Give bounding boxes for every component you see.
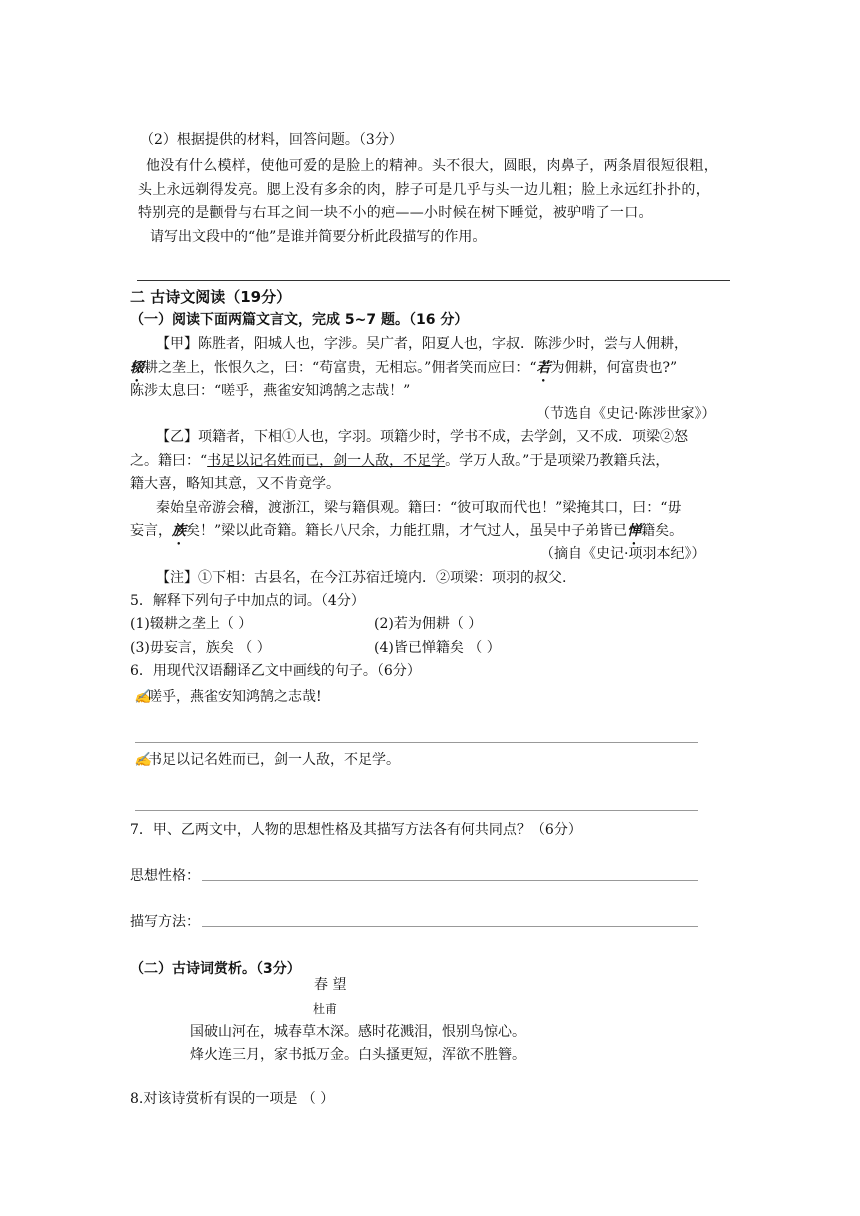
q6-answer-line-2[interactable]: [135, 810, 698, 811]
q6-sentence-2-text: 书足以记名姓而已，剑一人敌，不足学。: [148, 752, 400, 768]
section2-sub1: （一）阅读下面两篇文言文，完成 5~7 题。（16 分）: [130, 312, 469, 328]
q8-heading: 8.对该诗赏析有误的一项是 （ ）: [130, 1091, 335, 1107]
q7-label-method: 描写方法：: [130, 914, 200, 930]
q5-item-4: (4)皆已惮籍矣 （ ）: [374, 640, 501, 656]
q6-sentence-1: [134, 688, 322, 706]
q7-answer-line-method[interactable]: [202, 926, 698, 927]
poem-title: 春 望: [314, 977, 347, 993]
poem-section-heading: （二）古诗词赏析。（3分）: [130, 961, 301, 977]
q7-answer-line-character[interactable]: [202, 880, 698, 881]
yi-line-2-tail: 。学万人敌。”于是项梁乃教籍兵法，: [445, 453, 670, 469]
yi-underlined-sentence: 书足以记名姓而已，剑一人敌，不足学: [207, 453, 446, 469]
q5-heading: 5．解释下列句子中加点的词。（4分）: [130, 593, 365, 609]
q6-sentence-2: [134, 751, 400, 769]
q7-heading: 7．甲、乙两文中，人物的思想性格及其描写方法各有何共同点？（6分）: [130, 822, 582, 838]
q2-passage-line-1: 他没有什么模样，使他可爱的是脸上的精神。头不很大，圆眼，肉鼻子，两条眉很短很粗，: [146, 158, 718, 174]
q2-passage-line-2: 头上永远剃得发亮。腮上没有多余的肉，脖子可是几乎与头一边儿粗；脸上永远红扑扑的，: [138, 182, 710, 198]
yi-line-5-mid: 矣！”梁以此奇籍。籍长八尺余，力能扛鼎，才气过人，虽吴中子弟皆已: [186, 523, 628, 539]
yi-line-3: 籍大喜，略知其意，又不肯竟学。: [130, 476, 340, 492]
section-divider: [137, 280, 730, 281]
jia-line-1: 【甲】陈胜者，阳城人也，字涉。吴广者，阳夏人也，字叔．陈涉少时，尝与人佣耕，: [156, 336, 688, 352]
yi-note: 【注】①下相：古县名，在今江苏宿迁境内．②项梁：项羽的叔父.: [156, 570, 567, 586]
yi-line-2: [130, 452, 669, 470]
poem-line-1: 国破山河在，城春草木深。感时花溅泪，恨别鸟惊心。: [190, 1024, 526, 1040]
q6-sentence-1-text: 嗟乎，燕雀安知鸿鹄之志哉!: [148, 689, 322, 705]
jia-dotted-ruo: 若: [536, 360, 551, 376]
q5-item-3: (3)毋妄言，族矣 （ ）: [130, 640, 271, 656]
yi-source: （摘自《史记·项羽本纪》）: [540, 546, 706, 562]
q2-heading: （2）根据提供的材料，回答问题。（3分）: [140, 132, 403, 148]
yi-dotted-zu: 族: [172, 523, 186, 539]
yi-line-5-tail: 籍矣。: [641, 523, 684, 539]
q6-heading: 6．用现代汉语翻译乙文中画线的句子。（6分）: [130, 663, 421, 679]
q6-answer-line-1[interactable]: [135, 742, 698, 743]
yi-line-4: 秦始皇帝游会稽，渡浙江，梁与籍俱观。籍曰：“彼可取而代也！”梁掩其口，曰：“毋: [156, 500, 682, 516]
jia-line-3: 陈涉太息曰：“嗟乎，燕雀安知鸿鹄之志哉！”: [130, 383, 411, 399]
jia-dotted-chuo: 辍: [130, 360, 144, 376]
poem-line-2: 烽火连三月，家书抵万金。白头搔更短，浑欲不胜簪。: [190, 1047, 526, 1063]
jia-line-2-tail: 为佣耕，何富贵也?”: [550, 360, 678, 376]
q2-passage-line-3: 特别亮的是颧骨与右耳之间一块不小的疤——小时候在树下睡觉，被驴啃了一口。: [138, 205, 653, 221]
q5-item-1: (1)辍耕之垄上（ ）: [130, 616, 253, 632]
yi-line-5-head: 妄言，: [130, 523, 172, 539]
section2-title: 二 古诗文阅读（19分）: [130, 288, 292, 306]
yi-line-1: 【乙】项籍者，下相①人也，字羽。项籍少时，学书不成，去学剑，又不成．项梁②怒: [156, 429, 688, 445]
pencil-icon: ✍: [134, 689, 152, 705]
q5-item-2: (2)若为佣耕（ ）: [374, 616, 483, 632]
q7-label-character: 思想性格：: [130, 868, 200, 884]
q2-ask: 请写出文段中的“他”是谁并简要分析此段描写的作用。: [150, 229, 487, 245]
yi-line-2-head: 之。籍曰：“: [130, 453, 208, 469]
jia-source: （节选自《史记·陈涉世家》）: [536, 406, 716, 422]
yi-dotted-dan: 惮: [627, 523, 642, 539]
jia-line-2-text: 耕之垄上，怅恨久之，曰：“苟富贵，无相忘。”佣者笑而应曰：“: [144, 360, 537, 376]
poem-author: 杜甫: [313, 1002, 338, 1016]
pencil-icon: ✍: [134, 752, 152, 768]
